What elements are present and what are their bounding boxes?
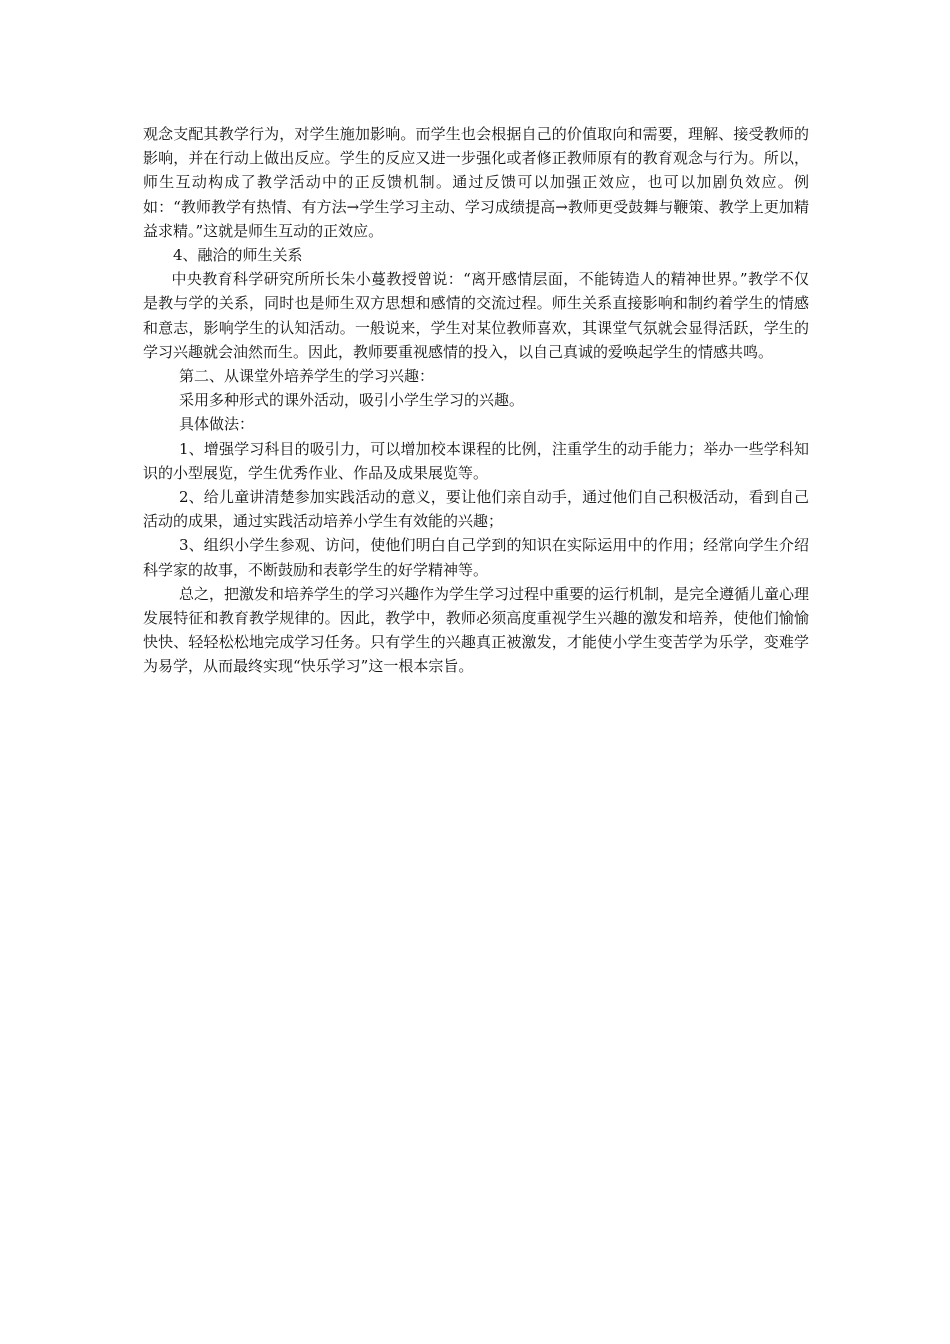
paragraph-conclusion: 总之，把激发和培养学生的学习兴趣作为学生学习过程中重要的运行机制，是完全遵循儿童心理发展特征和教育教学规律的。因此，教学中，教师必须高度重视学生兴趣的激发和培养，使他们愉愉快快、轻轻松松地完成学习任务。只有学生的兴趣真正被激发，才能使小学生变苦学为乐学，变难学为易学，从而最终实现“快乐学习”这一根本宗旨。 <box>143 584 810 676</box>
list-item-method-3: 3、组织小学生参观、访问，使他们明白自己学到的知识在实际运用中的作用；经常向学生介绍科学家的故事，不断鼓励和表彰学生的好学精神等。 <box>143 536 809 579</box>
paragraph-interaction-effect: 观念支配其教学行为，对学生施加影响。而学生也会根据自己的价值取向和需要，理解、接受教师的影响，并在行动上做出反应。学生的反应又进一步强化或者修正教师原有的教育观念与行为。所以，师生互动构成了教学活动中的正反馈机制。通过反馈可以加强正效应，也可以加剧负效应。例如：“教师教学有热情、有方法→学生学习主动、学习成绩提高→教师更受鼓舞与鞭策、教学上更加精益求精。”这就是师生互动的正效应。 <box>143 125 809 240</box>
heading-harmonious-relationship: 4、融洽的师生关系 <box>173 246 303 265</box>
paragraph-teacher-student-relationship: 中央教育科学研究所所长朱小蔓教授曾说：“离开感情层面，不能铸造人的精神世界。”教学不仅是教与学的关系，同时也是师生双方思想和感情的交流过程。师生关系直接影响和制约着学生的情感和意志，影响学生的认知活动。一般说来，学生对某位教师喜欢，其课堂气氛就会显得活跃，学生的学习兴趣就会油然而生。因此，教师要重视感情的投入，以自己真诚的爱唤起学生的情感共鸣。 <box>143 270 809 361</box>
paragraph-extracurricular-activities: 采用多种形式的课外活动，吸引小学生学习的兴趣。 <box>179 391 525 410</box>
heading-specific-methods: 具体做法： <box>179 415 255 434</box>
document-body <box>143 122 809 679</box>
heading-outside-classroom: 第二、从课堂外培养学生的学习兴趣： <box>179 367 435 386</box>
list-item-method-1: 1、增强学习科目的吸引力，可以增加校本课程的比例，注重学生的动手能力；举办一些学科知识的小型展览，学生优秀作业、作品及成果展览等。 <box>143 439 809 482</box>
list-item-method-2: 2、给儿童讲清楚参加实践活动的意义，要让他们亲自动手，通过他们自己积极活动，看到自己活动的成果，通过实践活动培养小学生有效能的兴趣； <box>143 488 809 531</box>
